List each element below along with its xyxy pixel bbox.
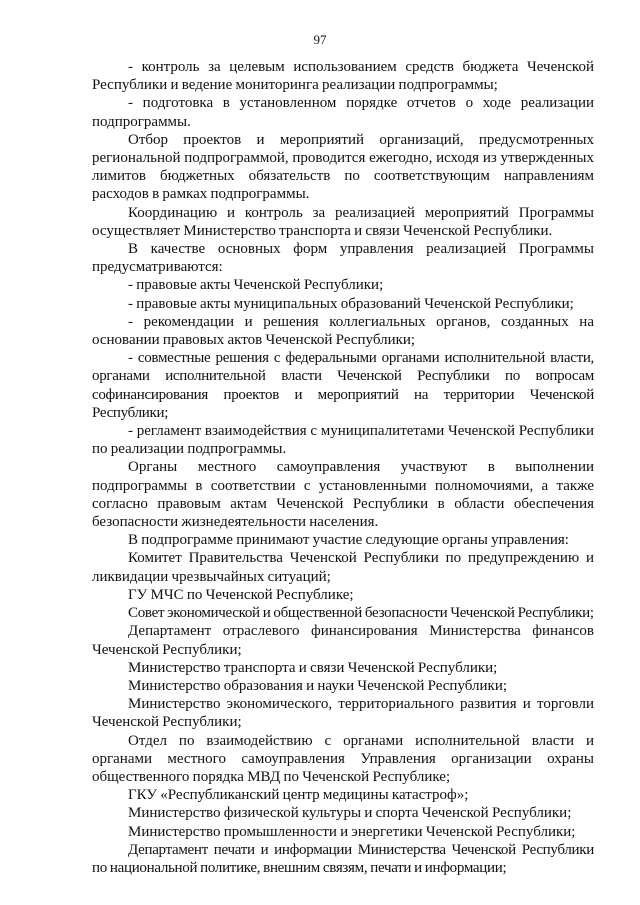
paragraph: Министерство физической культуры и спорта Чеченской Республики;	[128, 805, 572, 822]
paragraph: Департамент отраслевого финансирования Министерства финансов Чеченской Республики;	[92, 623, 594, 658]
paragraph: В подпрограмме принимают участие следующие органы управления:	[128, 532, 569, 549]
paragraph: - правовые акты Чеченской Республики;	[128, 277, 384, 294]
paragraph: Министерство экономического, территориального развития и торговли Чеченской Республики;	[92, 696, 594, 731]
paragraph: - контроль за целевым использованием средств бюджета Чеченской Республики и ведение мониторинга реализации подпрограммы;	[92, 59, 594, 94]
paragraph: - совместные решения с федеральными органами исполнительной власти, органами исполнительной власти Чеченской Республики по вопросам софинансирования проектов и мероприятий на территории Чеченской Республики;	[92, 350, 594, 421]
paragraph: Министерство транспорта и связи Чеченской Республики;	[128, 659, 498, 676]
paragraph: Министерство образования и науки Чеченской Республики;	[128, 677, 508, 694]
paragraph: - подготовка в установленном порядке отчетов о ходе реализации подпрограммы.	[92, 95, 594, 130]
paragraph: - правовые акты муниципальных образований Чеченской Республики;	[128, 295, 574, 312]
paragraph: Министерство промышленности и энергетики Чеченской Республики;	[128, 823, 576, 840]
paragraph: Органы местного самоуправления участвуют в выполнении подпрограммы в соответствии с установленными полномочиями, а также согласно правовым актам Чеченской Республики в области обеспечения безопасности жизнедеятельности населения.	[92, 459, 594, 531]
paragraph: В качестве основных форм управления реализацией Программы предусматриваются:	[92, 241, 594, 276]
paragraph: - регламент взаимодействия с муниципалитетами Чеченской Республики по реализации подпрограммы.	[92, 423, 594, 458]
paragraph: Департамент печати и информации Министерства Чеченской Республики по национальной политике, внешним связям, печати и информации;	[92, 841, 594, 876]
document-body	[92, 58, 594, 877]
paragraph: Совет экономической и общественной безопасности Чеченской Республики;	[128, 605, 594, 622]
paragraph: Отбор проектов и мероприятий организаций, предусмотренных региональной подпрограммой, проводится ежегодно, исходя из утвержденных лимитов бюджетных обязательств по соответствующим направлениям расходов в рамках подпрограммы.	[92, 131, 594, 203]
paragraph: ГУ МЧС по Чеченской Республике;	[128, 586, 354, 603]
paragraph: Координацию и контроль за реализацией мероприятий Программы осуществляет Министерство транспорта и связи Чеченской Республики.	[92, 204, 594, 239]
paragraph: - рекомендации и решения коллегиальных органов, созданных на основании правовых актов Чеченской Республики;	[92, 313, 594, 349]
paragraph: ГКУ «Республиканский центр медицины катастроф»;	[128, 787, 469, 804]
paragraph: Отдел по взаимодействию с органами исполнительной власти и органами местного самоуправления Управления организации охраны общественного порядка МВД по Чеченской Республике;	[92, 732, 594, 785]
page-number: 97	[313, 32, 327, 47]
paragraph: Комитет Правительства Чеченской Республики по предупреждению и ликвидации чрезвычайных ситуаций;	[92, 550, 594, 585]
